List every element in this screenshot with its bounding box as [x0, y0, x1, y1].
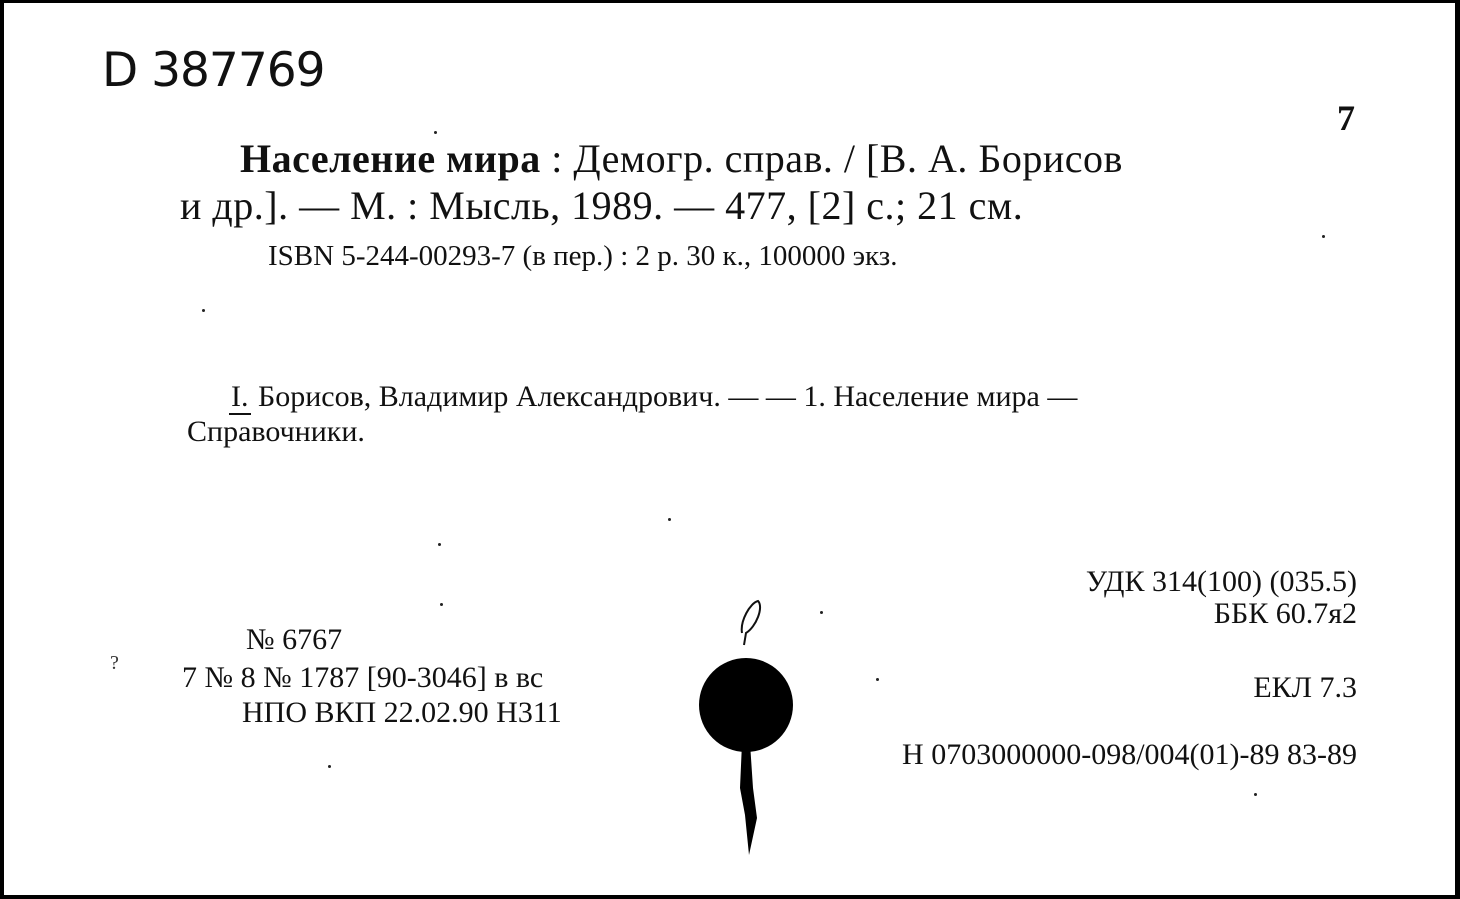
- catalog-card: [4, 3, 1455, 895]
- isbn-line: ISBN 5-244-00293-7 (в пер.) : 2 р. 30 к., 100000 экз.: [268, 240, 898, 272]
- subject-line-2: Справочники.: [187, 415, 365, 448]
- title-continuation: : Демогр. справ. / [В. А. Борисов: [540, 136, 1123, 181]
- bbk-code: ББК 60.7я2: [1213, 597, 1357, 630]
- card-number: 7: [1337, 98, 1355, 138]
- title-line: [240, 136, 1123, 181]
- order-number: № 6767: [246, 623, 343, 656]
- book-title: Население мира: [240, 136, 541, 181]
- subject-line: [229, 382, 1077, 412]
- publication-line: и др.]. — М. : Мысль, 1989. — 477, [2] с.; 21 см.: [180, 183, 1024, 228]
- inventory-number: D 387769: [102, 43, 325, 98]
- subject-numeral: I.: [231, 380, 249, 413]
- punch-hole-mark: [694, 593, 804, 863]
- pencil-mark: ?: [110, 652, 119, 674]
- udk-code: УДК 314(100) (035.5): [1085, 565, 1357, 598]
- subject-text: Борисов, Владимир Александрович. — — 1. Население мира —: [250, 380, 1078, 413]
- ekl-code: ЕКЛ 7.3: [1253, 671, 1357, 704]
- plan-line: 7 № 8 № 1787 [90-3046] в вс: [182, 661, 544, 694]
- h-code: Н 0703000000-098/004(01)-89 83-89: [902, 738, 1357, 771]
- npo-line: НПО ВКП 22.02.90 Н311: [242, 696, 562, 729]
